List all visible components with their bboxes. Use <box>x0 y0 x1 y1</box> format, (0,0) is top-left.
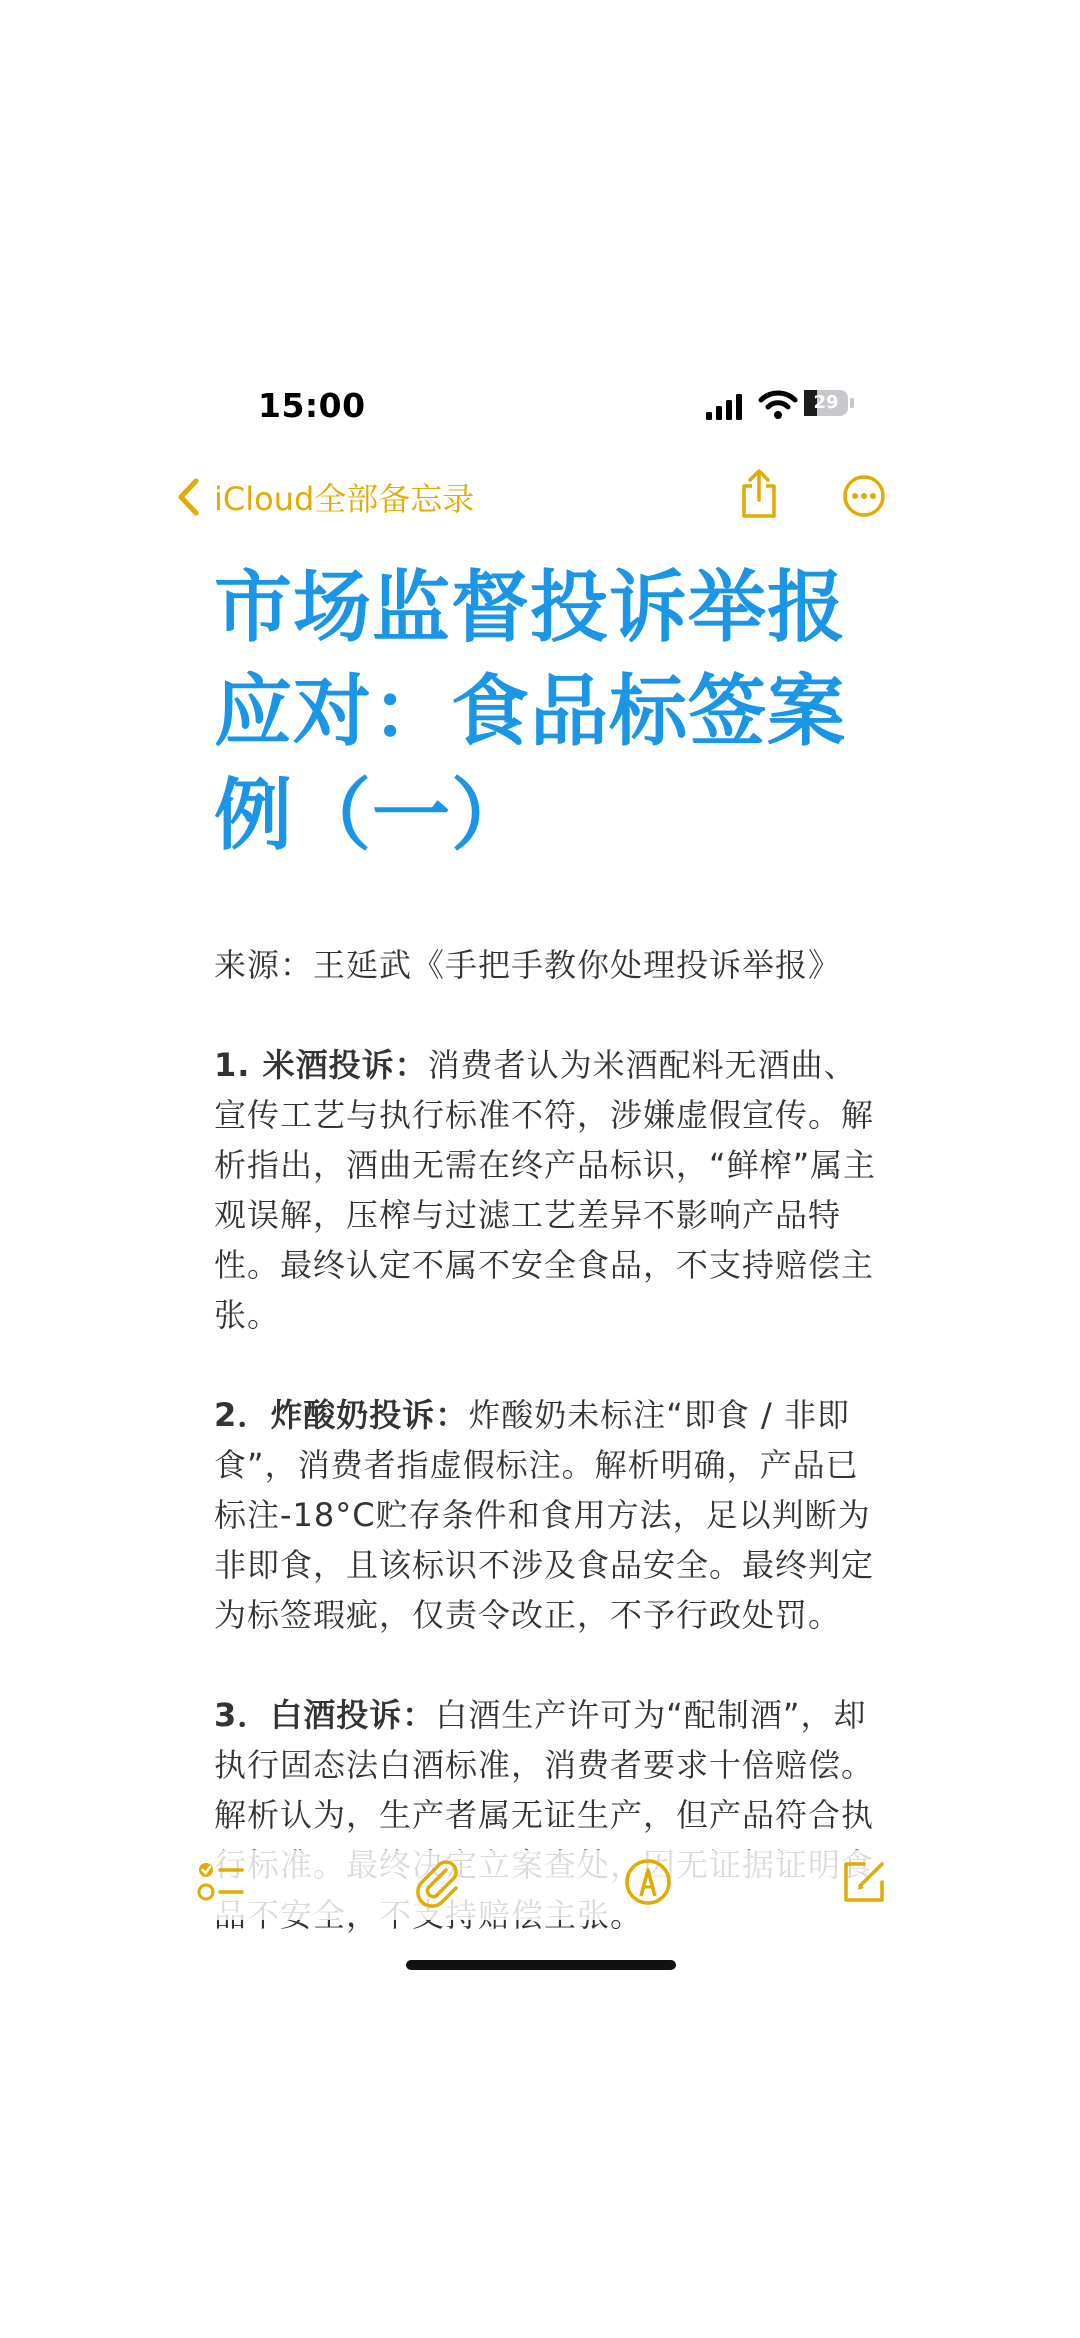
note-item-heading: 2．炸酸奶投诉： <box>214 1396 469 1434</box>
paperclip-icon <box>412 1856 464 1908</box>
status-time: 15:00 <box>258 386 366 425</box>
bottom-toolbar <box>0 1850 1080 1920</box>
note-item-text: 白酒生产许可为“配制酒”，却执行固态法白酒标准，消费者要求十倍赔偿。解析认为，生产者属无证生产，但产品符合执 <box>214 1696 875 1834</box>
checklist-button[interactable] <box>196 1856 248 1908</box>
markup-pen-icon <box>622 1856 674 1908</box>
note-body[interactable] <box>214 940 878 1860</box>
attachment-button[interactable] <box>412 1856 464 1908</box>
note-item-rice-wine <box>214 1040 878 1340</box>
wifi-icon <box>758 390 798 420</box>
back-label: iCloud全部备忘录 <box>214 480 475 518</box>
battery-icon <box>804 390 856 418</box>
cellular-signal-icon <box>706 394 744 420</box>
note-item-heading: 3．白酒投诉： <box>214 1696 436 1734</box>
status-bar <box>0 380 1080 436</box>
note-item-heading: 1. 米酒投诉： <box>214 1046 428 1084</box>
note-source: 来源：王延武《手把手教你处理投诉举报》 <box>214 946 842 984</box>
battery-level: 29 <box>813 392 839 413</box>
share-icon[interactable] <box>738 468 780 520</box>
note-item-text: 炸酸奶未标注“即食 / 非即食”，消费者指虚假标注。解析明确，产品已标注-18°C贮存条件和食用方法，足以判断为非即食，且该标识不涉及食品安全。最终判定为标签瑕疵，仅责令改正，不予行政处罚。 <box>214 1396 875 1634</box>
note-title[interactable]: 市场监督投诉举报应对：食品标签案例（一） <box>214 563 847 861</box>
home-indicator[interactable] <box>406 1960 676 1970</box>
navigation-bar <box>0 468 1080 528</box>
note-item-text: 消费者认为米酒配料无酒曲、宣传工艺与执行标准不符，涉嫌虚假宣传。解析指出，酒曲无需在终产品标识，“鲜榨”属主观误解，压榨与过滤工艺差异不影响产品特性。最终认定不属不安全食品，不支持赔偿主张。 <box>214 1046 877 1334</box>
compose-icon <box>838 1856 890 1908</box>
chevron-left-icon <box>176 477 200 517</box>
back-button[interactable] <box>176 472 474 522</box>
note-item-fried-yogurt <box>214 1390 878 1640</box>
ellipsis-circle-icon[interactable] <box>842 474 886 518</box>
checklist-icon <box>196 1856 248 1908</box>
compose-button[interactable] <box>838 1856 890 1908</box>
markup-button[interactable] <box>622 1856 674 1908</box>
